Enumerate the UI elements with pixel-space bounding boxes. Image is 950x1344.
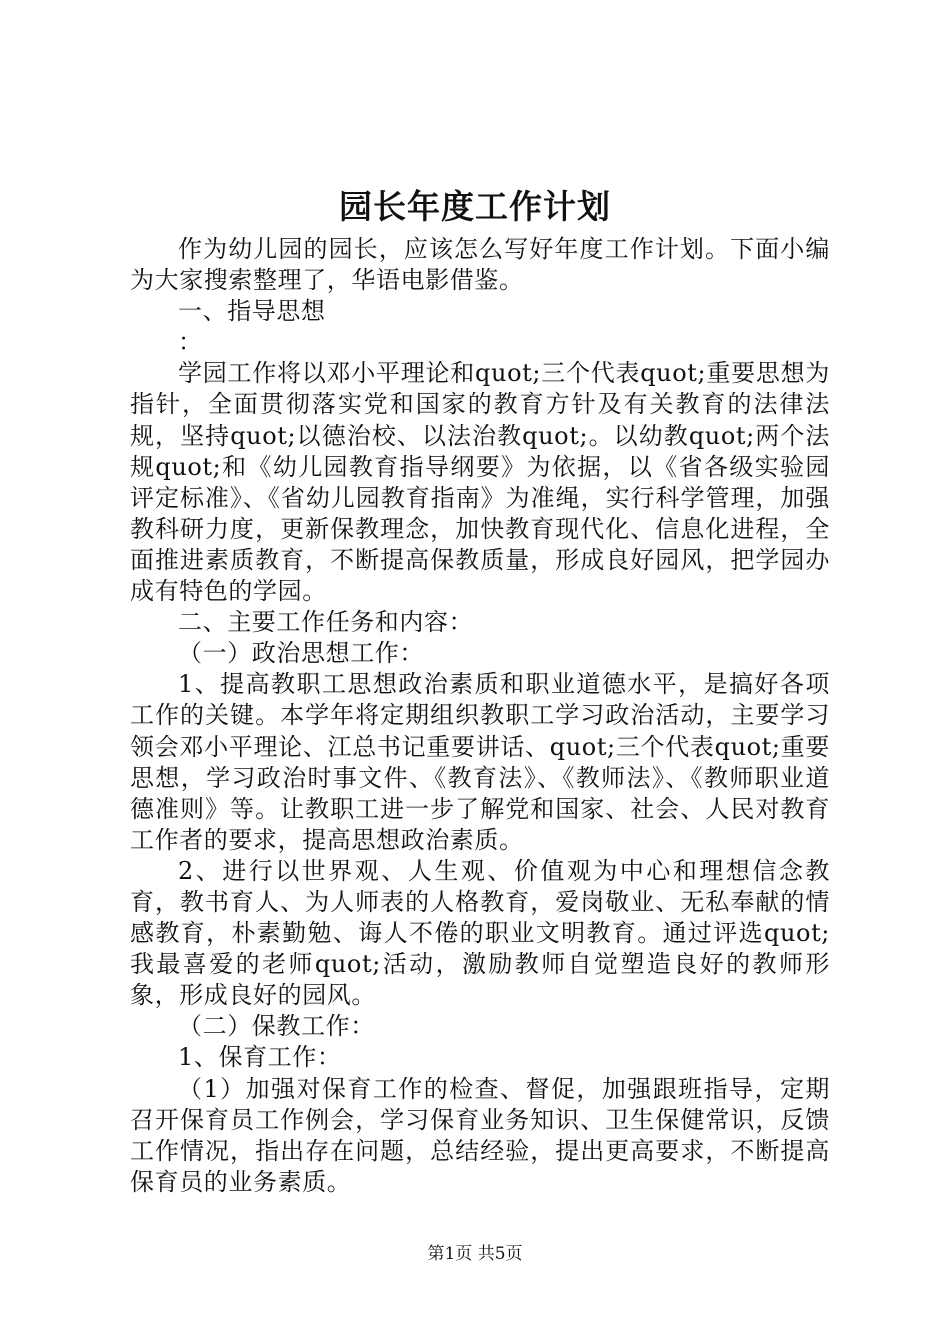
paragraph-guiding-content: 学园工作将以邓小平理论和quot;三个代表quot;重要思想为指针，全面贯彻落实党和国家的教育方针及有关教育的法律法规，坚持quot;以德治校、以法治教quot;。以幼教quot;两个法规quot;和《幼儿园教育指导纲要》为依据，以《省各级实验园评定标准》、《省幼儿园教育指南》为准绳，实行科学管理，加强教科研力度，更新保教理念，加快教育现代化、信息化进程，全面推进素质教育，不断提高保教质量，形成良好园风，把学园办成有特色的学园。 xyxy=(130,359,830,606)
paragraph-colon: ： xyxy=(178,328,203,357)
paragraph-political-item-2: 2、进行以世界观、人生观、价值观为中心和理想信念教育，教书育人、为人师表的人格教育，爱岗敬业、无私奉献的情感教育，朴素勤勉、诲人不倦的职业文明教育。通过评选quot;我最喜爱的老师quot;活动，激励教师自觉塑造良好的教师形象，形成良好的园风。 xyxy=(130,856,830,1010)
heading-main-tasks: 二、主要工作任务和内容： xyxy=(178,608,474,637)
paragraph-care-item-1: （1）加强对保育工作的检查、督促，加强跟班指导，定期召开保育员工作例会，学习保育业务知识、卫生保健常识，反馈工作情况，指出存在问题，总结经验，提出更高要求，不断提高保育员的业务素质。 xyxy=(130,1074,830,1196)
document-body xyxy=(130,234,830,1198)
heading-guiding-thought: 一、指导思想 xyxy=(178,297,326,326)
paragraph-intro: 作为幼儿园的园长，应该怎么写好年度工作计划。下面小编为大家搜索整理了，华语电影借鉴。 xyxy=(130,235,830,295)
subheading-care-work: 1、保育工作： xyxy=(178,1043,342,1072)
subheading-care-education: （二）保教工作： xyxy=(178,1012,375,1041)
subheading-political-work: （一）政治思想工作： xyxy=(178,639,424,668)
page-number-footer: 第1页 共5页 xyxy=(427,1244,523,1264)
paragraph-political-item-1: 1、提高教职工思想政治素质和职业道德水平，是搞好各项工作的关键。本学年将定期组织教职工学习政治活动，主要学习领会邓小平理论、江总书记重要讲话、quot;三个代表quot;重要思想，学习政治时事文件、《教育法》、《教师法》、《教师职业道德准则》等。让教职工进一步了解党和国家、社会、人民对教育工作者的要求，提高思想政治素质。 xyxy=(130,670,830,854)
document-title: 园长年度工作计划 xyxy=(339,187,611,226)
